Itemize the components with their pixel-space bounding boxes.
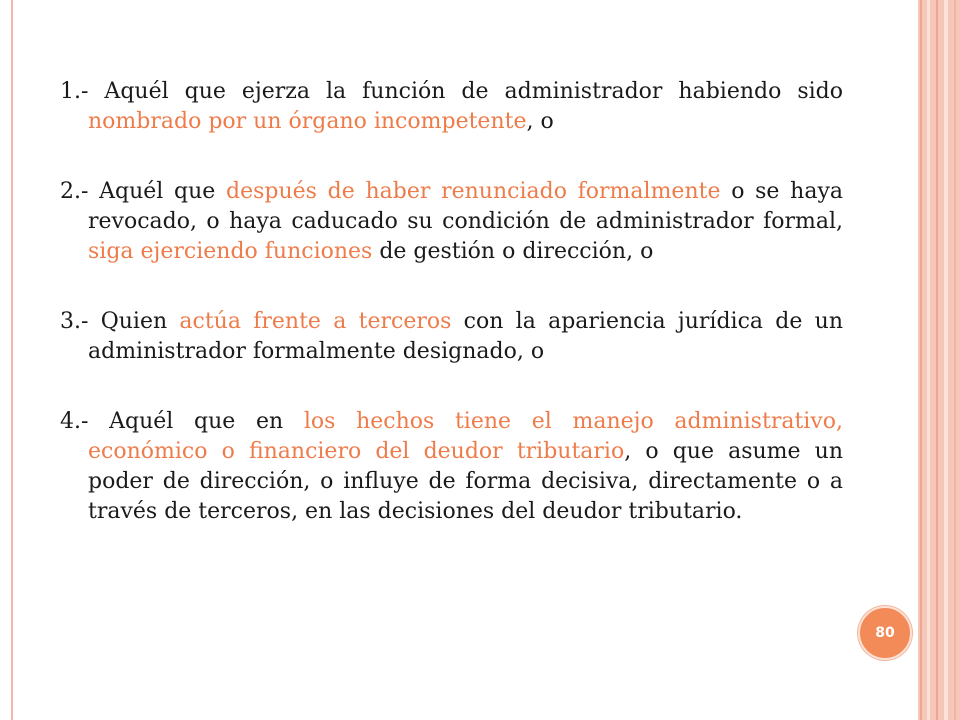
list-item-4: [60, 407, 843, 527]
item-text: 3.- Quien: [60, 309, 180, 334]
item-text: , o: [526, 109, 554, 134]
right-decorative-band: [918, 0, 960, 720]
page-number-badge: 80: [858, 606, 912, 660]
item-highlight: siga ejerciendo funciones: [88, 239, 373, 264]
item-text: con la apariencia jurídica de un administrador formalmente designado, o: [88, 309, 843, 364]
item-highlight: nombrado por un órgano incompetente: [88, 109, 527, 134]
right-stripe: [936, 0, 938, 720]
list-item-1: [60, 77, 843, 137]
right-stripe: [944, 0, 948, 720]
slide-content: [60, 77, 843, 567]
left-frame-border: [0, 0, 13, 720]
right-stripe: [920, 0, 922, 720]
item-highlight: actúa frente a terceros: [179, 309, 452, 334]
item-highlight: después de haber renunciado formalmente: [226, 179, 721, 204]
list-item-3: [60, 307, 843, 367]
item-text: , o que asume un poder de dirección, o influye de forma decisiva, directamente o a través de terceros, en las decisiones del deudor tributario.: [88, 439, 843, 524]
item-text: o se haya revocado, o haya caducado su condición de administrador formal,: [88, 179, 843, 234]
item-text: 2.- Aquél que: [60, 179, 227, 204]
item-text: 4.- Aquél que en: [60, 409, 304, 434]
right-stripe: [954, 0, 956, 720]
right-stripe: [927, 0, 930, 720]
item-text: de gestión o dirección, o: [372, 239, 654, 264]
item-text: 1.- Aquél que ejerza la función de administrador habiendo sido: [60, 79, 843, 104]
item-highlight: los hechos tiene el manejo administrativo, económico o financiero del deudor tributario: [88, 409, 843, 464]
list-item-2: [60, 177, 843, 267]
